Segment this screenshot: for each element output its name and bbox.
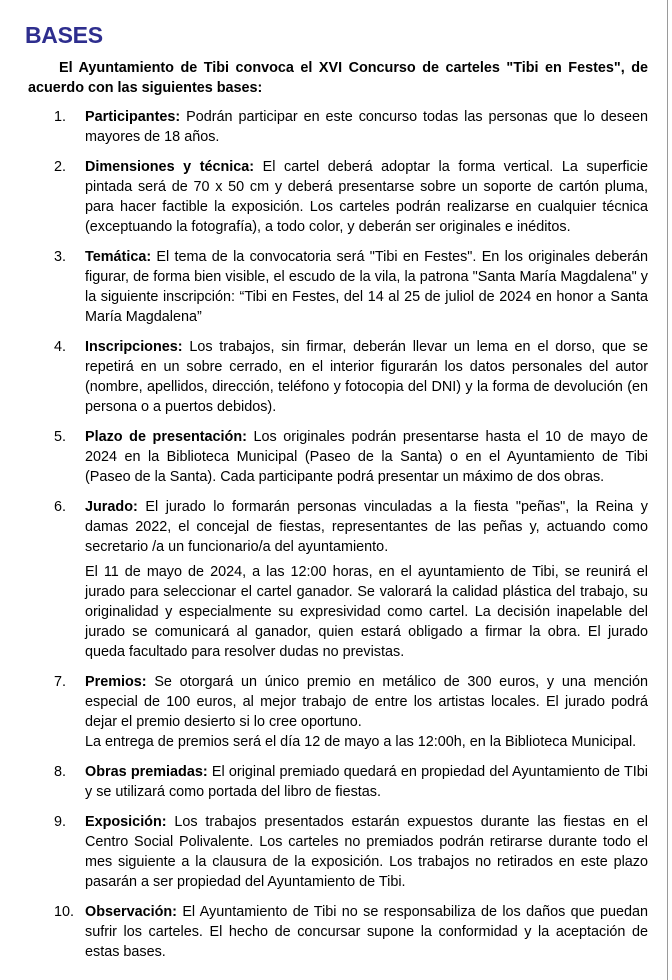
base-item-9 bbox=[0, 812, 648, 892]
base-number: 2. bbox=[54, 159, 67, 175]
base-paragraph bbox=[85, 902, 648, 962]
base-paragraph bbox=[85, 762, 648, 802]
base-label: Plazo de presentación: bbox=[85, 429, 247, 445]
base-item-2 bbox=[0, 157, 648, 237]
base-extra-paragraph: La entrega de premios será el día 12 de mayo a las 12:00h, en la Biblioteca Municipal. bbox=[85, 734, 637, 750]
base-number: 1. bbox=[54, 109, 67, 125]
base-number: 8. bbox=[54, 764, 67, 780]
base-extra-paragraph: El 11 de mayo de 2024, a las 12:00 horas, en el ayuntamiento de Tibi, se reunirá el jurado para seleccionar el cartel ganador. Se valorará la calidad plástica del trabajo, su originalidad y especialmente su expresividad como cartel. La decisión inapelable del jurado se comunicará al ganador, quien estará obligado a firmar la obra. El jurado queda facultado para resolver dudas no previstas. bbox=[85, 564, 648, 660]
base-number: 5. bbox=[54, 429, 67, 445]
base-paragraph bbox=[85, 427, 648, 487]
base-label: Exposición: bbox=[85, 814, 167, 830]
base-label: Observación: bbox=[85, 904, 177, 920]
base-paragraph bbox=[85, 337, 648, 417]
intro-paragraph: El Ayuntamiento de Tibi convoca el XVI Concurso de carteles "Tibi en Festes", de acuerdo con las siguientes bases: bbox=[28, 60, 648, 96]
base-label: Participantes: bbox=[85, 109, 181, 125]
base-text: Podrán participar en este concurso todas las personas que lo deseen mayores de 18 años. bbox=[85, 109, 648, 145]
base-item-4 bbox=[0, 337, 648, 417]
base-text: Los trabajos, sin firmar, deberán llevar un lema en el dorso, que se repetirá en un sobre cerrado, en el interior figurarán los datos personales del autor (nombre, apellidos, dirección, teléfono y fotocopia del DNI) y la forma de devolución (en persona o a puertos debidos). bbox=[85, 339, 648, 415]
base-text: Los trabajos presentados estarán expuestos durante las fiestas en el Centro Social Polivalente. Los carteles no premiados podrán retirarse durante todo el mes siguiente a la clausura de la exposición. Los trabajos no retirados en este plazo pasarán a ser propiedad del Ayuntamiento de Tibi. bbox=[85, 814, 648, 890]
base-number: 10. bbox=[54, 904, 75, 920]
base-label: Premios: bbox=[85, 674, 147, 690]
base-number: 4. bbox=[54, 339, 67, 355]
base-paragraph bbox=[85, 157, 648, 237]
base-item-7 bbox=[0, 672, 648, 752]
base-label: Jurado: bbox=[85, 499, 138, 515]
base-label: Temática: bbox=[85, 249, 152, 265]
base-paragraph bbox=[85, 107, 648, 147]
base-label: Inscripciones: bbox=[85, 339, 183, 355]
base-label: Obras premiadas: bbox=[85, 764, 208, 780]
base-text: Se otorgará un único premio en metálico de 300 euros, y una mención especial de 100 euros, al mejor trabajo de entre los artistas locales. El jurado podrá dejar el premio desierto si lo cree oportuno. bbox=[85, 674, 648, 730]
base-text: El cartel deberá adoptar la forma vertical. La superficie pintada será de 70 x 50 cm y deberá presentarse sobre un soporte de cartón pluma, para hacer factible la exposición. Los carteles podrán realizarse en cualquier técnica (exceptuando la fotografía), a todo color, y deberán ser originales e inéditos. bbox=[85, 159, 648, 235]
base-paragraph bbox=[85, 247, 648, 327]
base-number: 6. bbox=[54, 499, 67, 515]
base-label: Dimensiones y técnica: bbox=[85, 159, 255, 175]
base-text: Los originales podrán presentarse hasta el 10 de mayo de 2024 en la Biblioteca Municipal (Paseo de la Santa) o en el Ayuntamiento de Tibi (Paseo de la Santa). Cada participante podrá presentar un máximo de dos obras. bbox=[85, 429, 648, 485]
base-item-1 bbox=[0, 107, 648, 147]
base-paragraph bbox=[85, 812, 648, 892]
base-number: 9. bbox=[54, 814, 67, 830]
base-paragraph bbox=[85, 672, 648, 732]
base-text: El tema de la convocatoria será "Tibi en Festes". En los originales deberán figurar, de forma bien visible, el escudo de la vila, la patrona "Santa María Magdalena" y la siguiente inscripción: “Tibi en Festes, del 14 al 25 de juliol de 2024 en honor a Santa María Magdalena” bbox=[85, 249, 648, 325]
base-text: El original premiado quedará en propiedad del Ayuntamiento de TIbi y se utilizará como portada del libro de fiestas. bbox=[85, 764, 648, 800]
bases-list bbox=[0, 107, 672, 972]
base-text: El jurado lo formarán personas vinculadas a la fiesta "peñas", la Reina y damas 2022, el concejal de fiestas, representantes de las peñas y, actuando como secretario /a un funcionario/a del ayuntamiento. bbox=[85, 499, 648, 555]
base-number: 3. bbox=[54, 249, 67, 265]
document-title: BASES bbox=[25, 22, 103, 48]
base-text: El Ayuntamiento de Tibi no se responsabiliza de los daños que puedan sufrir los carteles. El hecho de concursar supone la conformidad y la aceptación de estas bases. bbox=[85, 904, 648, 960]
base-item-10 bbox=[0, 902, 648, 962]
base-item-5 bbox=[0, 427, 648, 487]
base-number: 7. bbox=[54, 674, 67, 690]
base-item-8 bbox=[0, 762, 648, 802]
base-paragraph bbox=[85, 497, 648, 557]
base-item-6 bbox=[0, 497, 648, 662]
base-item-3 bbox=[0, 247, 648, 327]
